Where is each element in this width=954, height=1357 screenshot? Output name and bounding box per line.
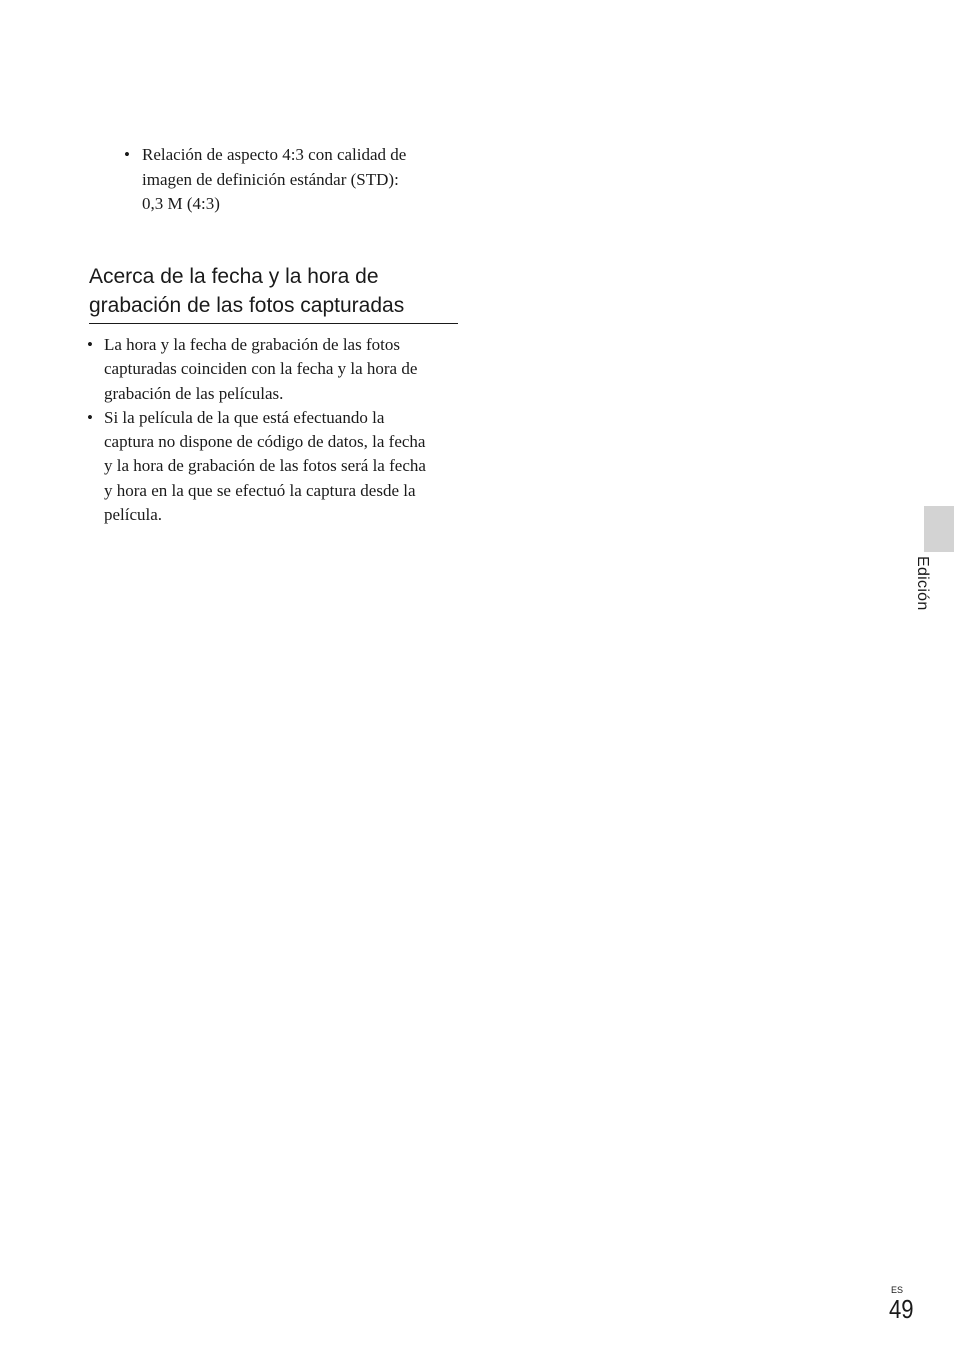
text-line: Relación de aspecto 4:3 con calidad de [142,145,407,164]
text-line: capturadas coinciden con la fecha y la hora de [104,359,418,379]
text-line: grabación de las películas. [104,383,284,403]
text-line: 0,3 M (4:3) [142,194,220,213]
list-item [124,143,444,217]
section-heading [89,262,458,324]
text-line: captura no dispone de código de datos, la fecha [104,432,426,452]
list-item [87,333,459,406]
bullet-icon: • [87,407,93,427]
text-line: y la hora de grabación de las fotos será la fecha [104,456,426,476]
text-line: Si la película de la que está efectuando la [104,407,385,427]
text-line: imagen de definición estándar (STD): [142,169,399,189]
text-line: La hora y la fecha de grabación de las fotos [104,335,400,354]
heading-line: Acerca de la fecha y la hora de [89,265,379,288]
intro-bullet-list [124,143,444,217]
section-bullet-list [87,333,459,527]
page-number: 49 [889,1294,914,1324]
page-language-code: ES [891,1285,904,1295]
bullet-icon: • [87,335,93,354]
text-line: y hora en la que se efectuó la captura desde la [104,480,416,500]
bullet-icon: • [124,145,130,164]
heading-line: grabación de las fotos capturadas [89,294,405,317]
list-item [87,406,459,527]
text-line: película. [104,505,163,525]
chapter-tab-marker [924,506,954,552]
chapter-tab-label: Edición [914,556,931,611]
